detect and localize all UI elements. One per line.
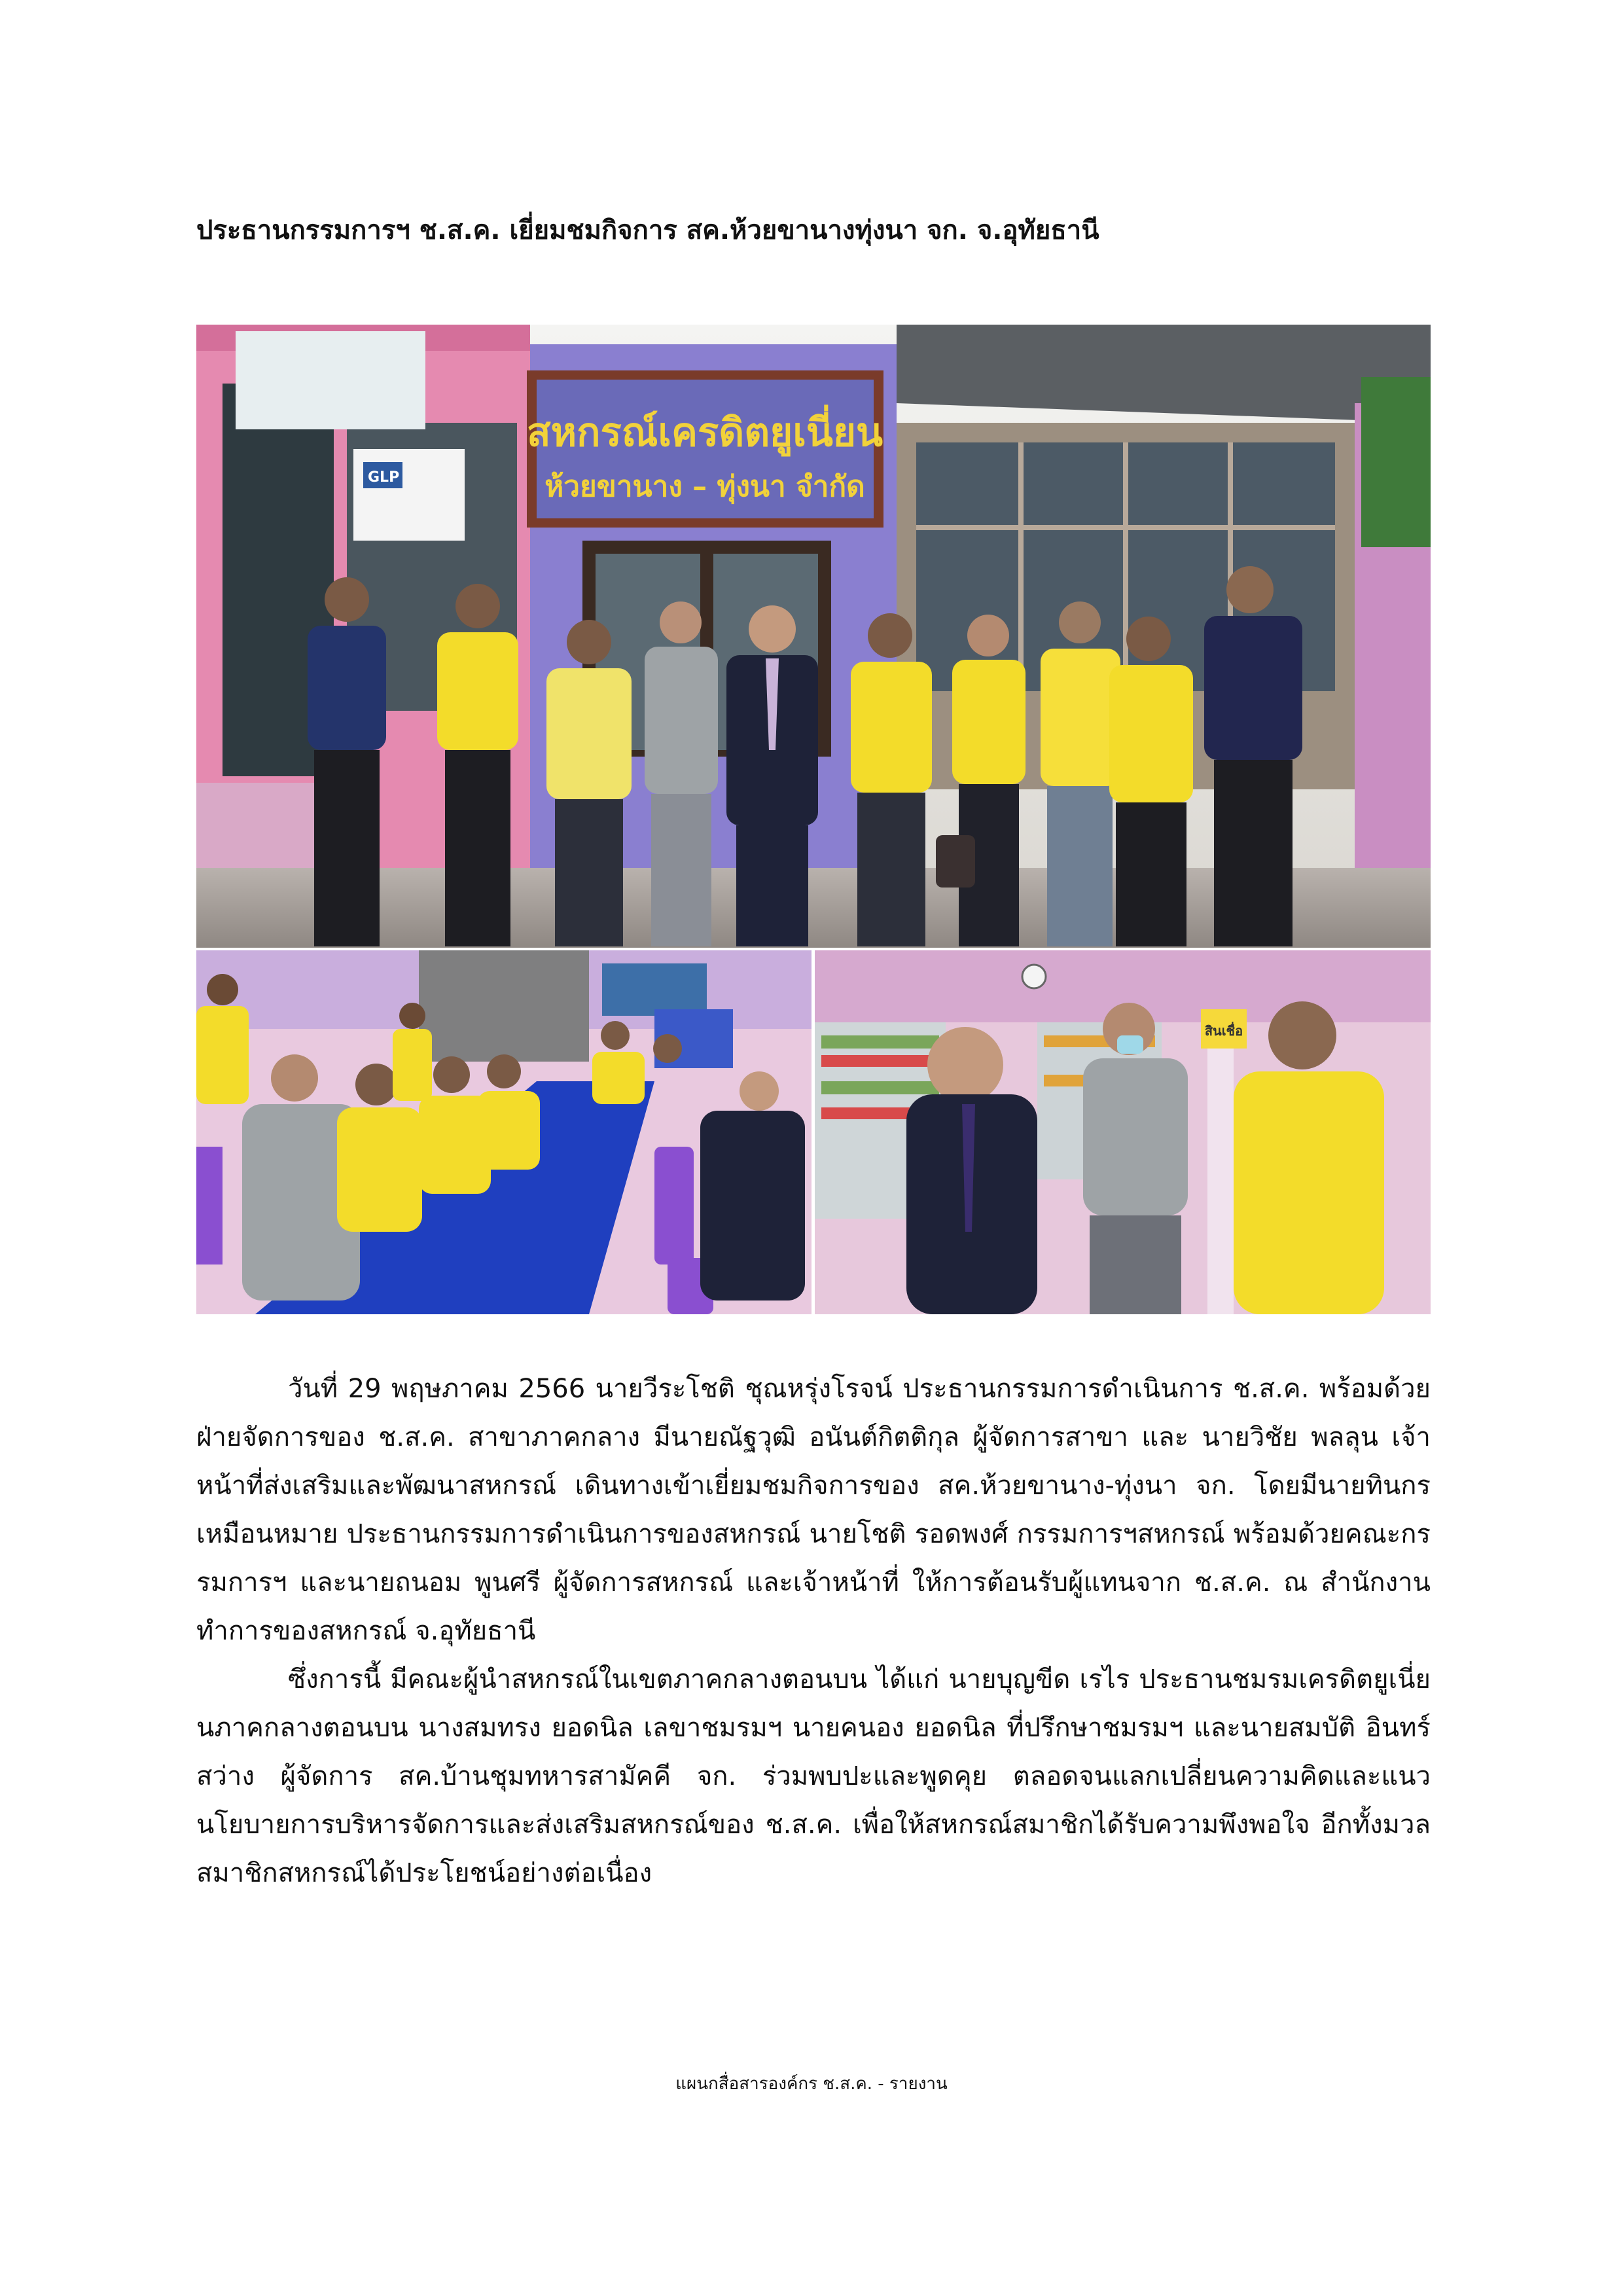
article-body xyxy=(196,1365,1431,1897)
glp-logo: GLP xyxy=(368,469,400,486)
paragraph: วันที่ 29 พฤษภาคม 2566 นายวีระโชติ ชุณหรุ่งโรจน์ ประธานกรรมการดำเนินการ ช.ส.ค. พร้อมด้วยฝ่ายจัดการของ ช.ส.ค. สาขาภาคกลาง มีนายณัฐวุฒิ อนันต์กิตติกุล ผู้จัดการสาขา และ นายวิชัย พลลุน เจ้าหน้าที่ส่งเสริมและพัฒนาสหกรณ์ เดินทางเข้าเยี่ยมชมกิจการของ สค.ห้วยขานาง-ทุ่งนา จก. โดยมีนายทินกร เหมือนหมาย ประธานกรรมการดำเนินการของสหกรณ์ นายโชติ รอดพงศ์ กรรมการฯสหกรณ์ พร้อมด้วยคณะกรรมการฯ และนายถนอม พูนศรี ผู้จัดการสหกรณ์ และเจ้าหน้าที่ ให้การต้อนรับผู้แทนจาก ช.ส.ค. ณ สำนักงานทำการของสหกรณ์ จ.อุทัยธานี xyxy=(196,1374,1431,1646)
shop-sign-credit: สินเชื่อ xyxy=(1204,1023,1243,1039)
meeting-photo xyxy=(196,950,812,1314)
page-title: ประธานกรรมการฯ ช.ส.ค. เยี่ยมชมกิจการ สค.ห้วยขานางทุ่งนา จก. จ.อุทัยธานี xyxy=(196,215,1099,245)
report-footer: แผนกสื่อสารองค์กร ช.ส.ค. - รายงาน xyxy=(675,2074,948,2094)
shop-sign-line2: ห้วยขานาง – ทุ่งนา จำกัด xyxy=(544,470,865,503)
shop-sign-line1: สหกรณ์เครดิตยูเนี่ยน xyxy=(526,410,883,456)
photo-collage xyxy=(196,325,1431,1314)
paragraph: ซึ่งการนี้ มีคณะผู้นำสหกรณ์ในเขตภาคกลางตอนบน ได้แก่ นายบุญขีด เรไร ประธานชมรมเครดิตยูเนี่ยนภาคกลางตอนบน นางสมทรง ยอดนิล เลขาชมรมฯ นายคนอง ยอดนิล ที่ปรึกษาชมรมฯ และนายสมบัติ อินทร์สว่าง ผู้จัดการ สค.บ้านชุมทหารสามัคคี จก. ร่วมพบปะและพูดคุย ตลอดจนแลกเปลี่ยนความคิดและแนวนโยบายการบริหารจัดการและส่งเสริมสหกรณ์ของ ช.ส.ค. เพื่อให้สหกรณ์สมาชิกได้รับความพึงพอใจ อีกทั้งมวลสมาชิกสหกรณ์ได้ประโยชน์อย่างต่อเนื่อง xyxy=(196,1664,1431,1888)
shop-photo-image xyxy=(815,950,1431,1314)
group-photo-image xyxy=(196,325,1431,948)
group-photo xyxy=(196,325,1431,948)
meeting-photo-image xyxy=(196,950,812,1314)
shop-photo xyxy=(815,950,1431,1314)
